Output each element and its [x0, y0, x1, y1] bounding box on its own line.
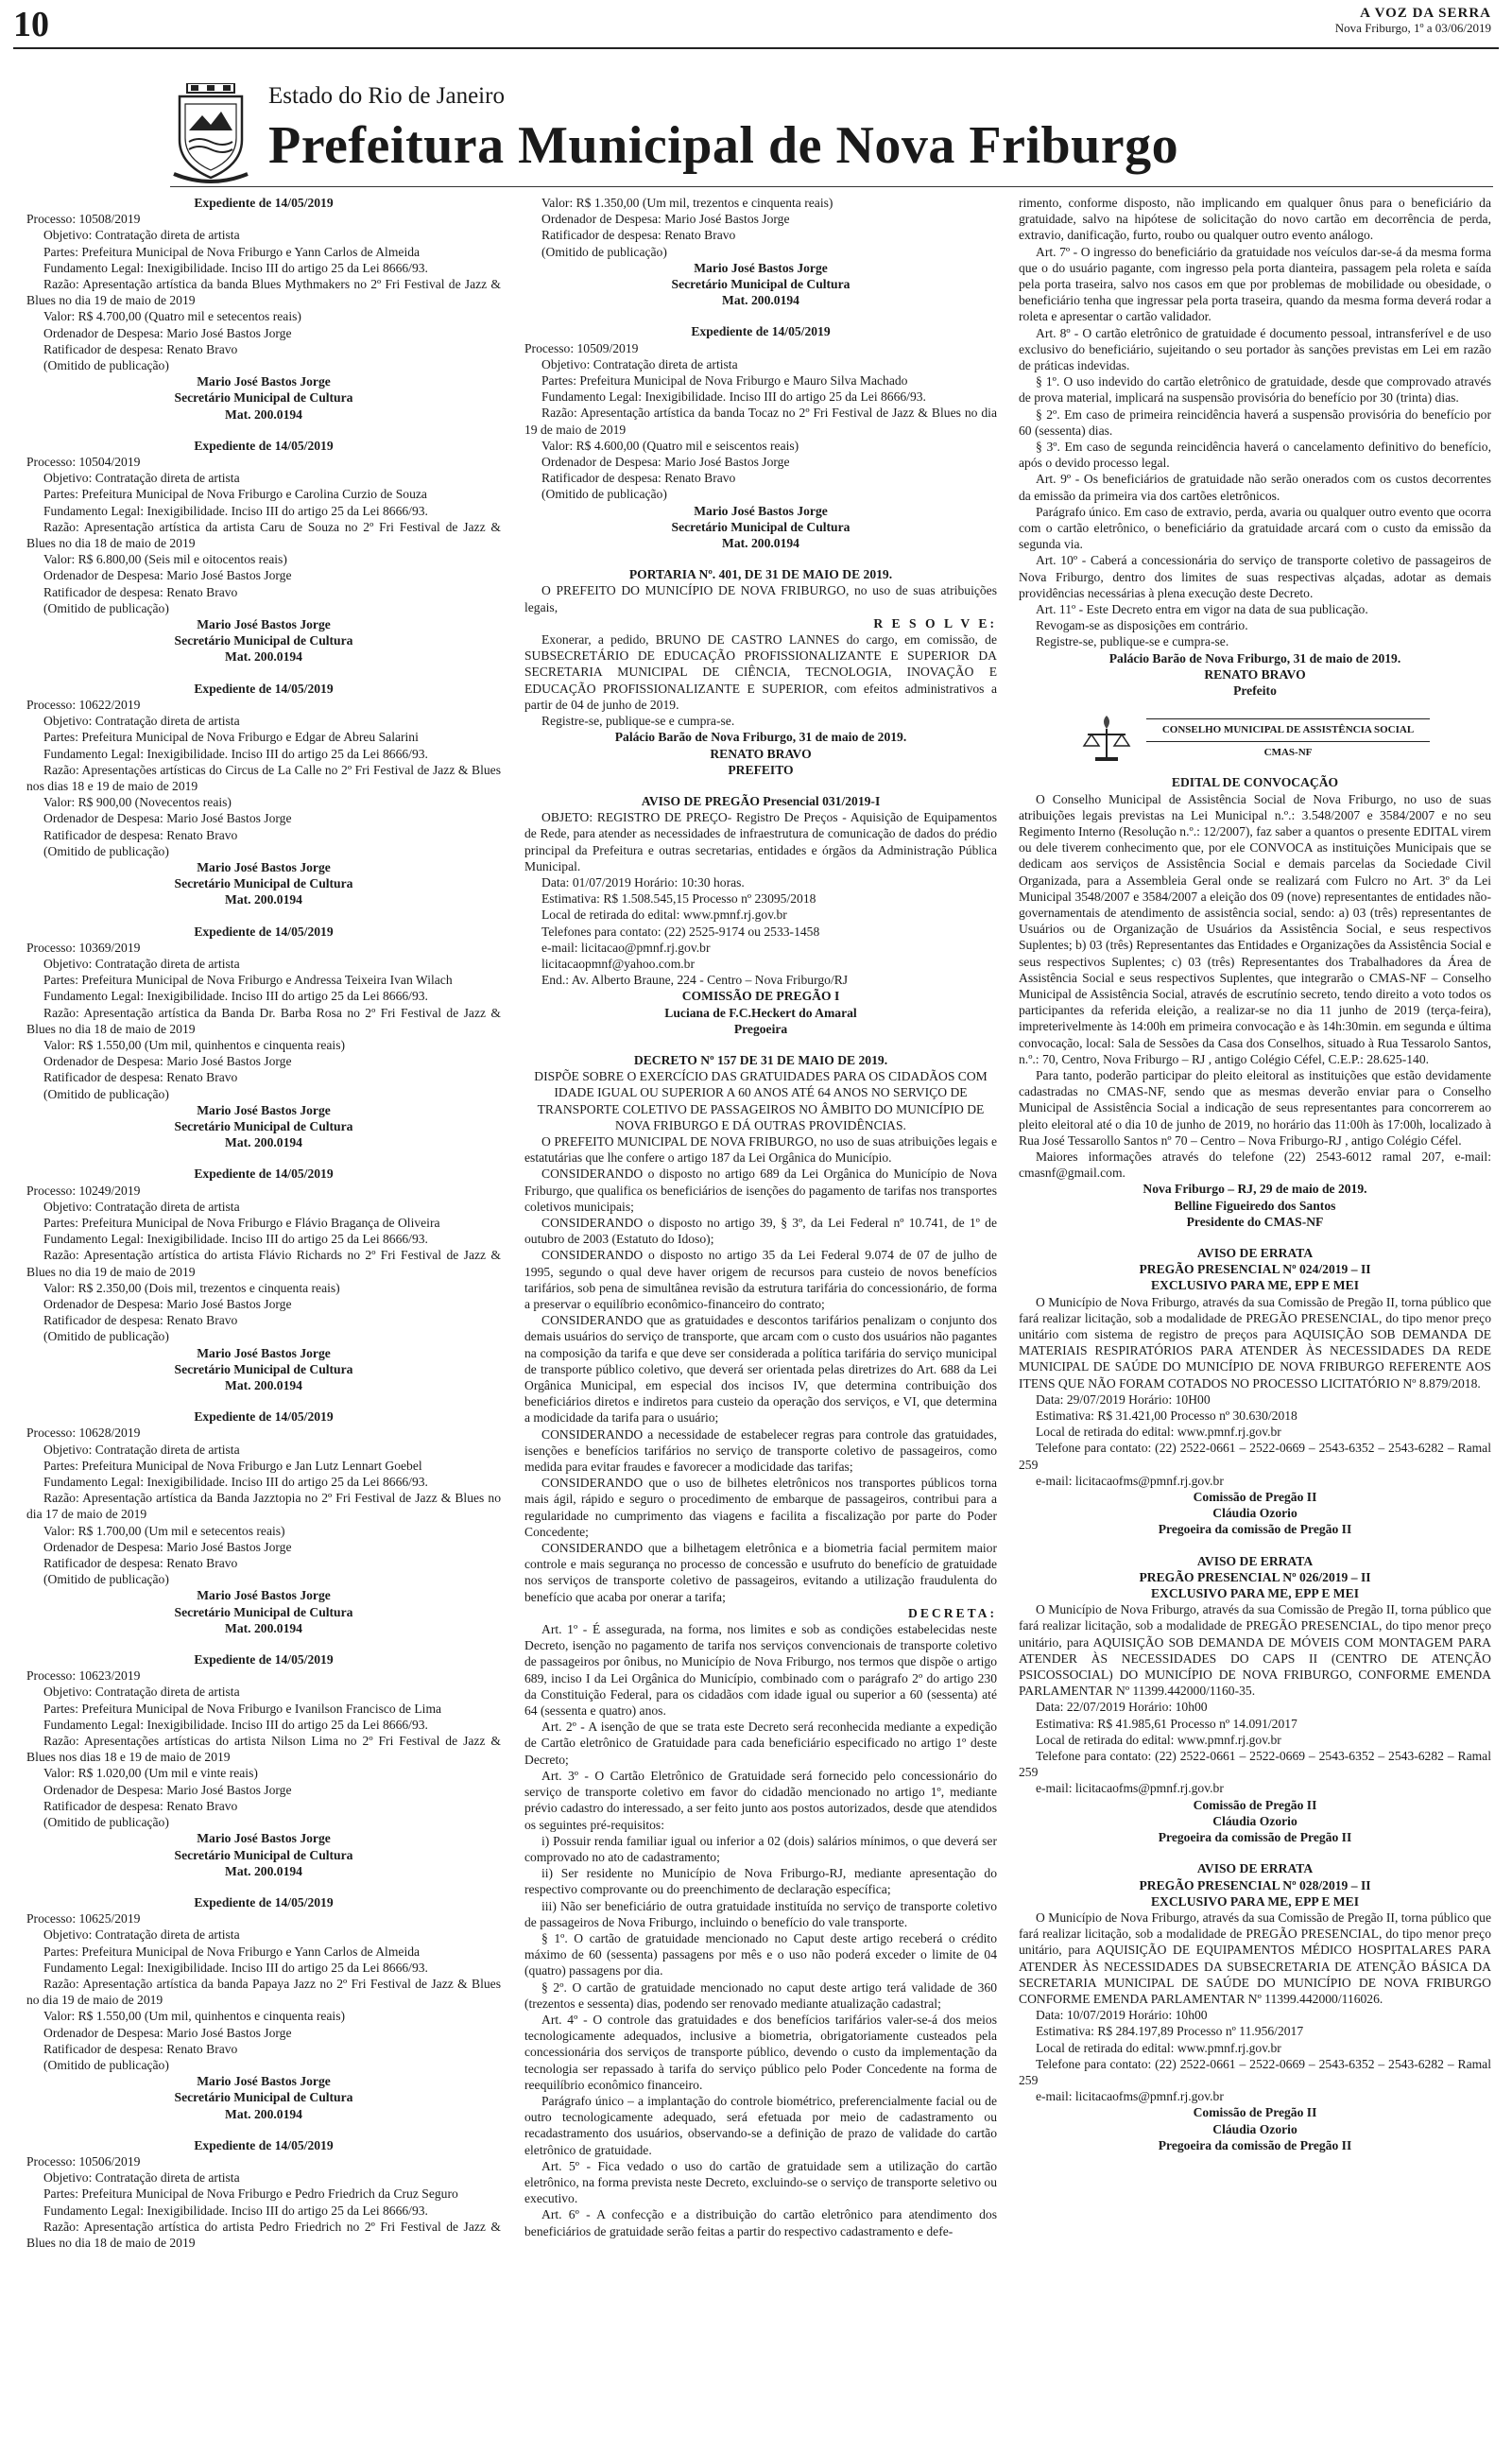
- paragraph: (Omitido de publicação): [43, 1329, 169, 1344]
- heading: Secretário Municipal de Cultura: [671, 519, 850, 534]
- paragraph: Partes: Prefeitura Municipal de Nova Friburgo e Ivanilson Francisco de Lima: [43, 1701, 442, 1716]
- paragraph: Objetivo: Contratação direta de artista: [541, 356, 738, 372]
- paragraph: e-mail: licitacaofms@pmnf.rj.gov.br: [1036, 1781, 1224, 1796]
- paragraph: Revogam-se as disposições em contrário.: [1036, 618, 1248, 633]
- paragraph: Data: 01/07/2019 Horário: 10:30 horas.: [541, 874, 745, 890]
- section-gap: [1019, 1538, 1491, 1553]
- heading: Secretário Municipal de Cultura: [174, 390, 353, 406]
- heading: Mario José Bastos Jorge: [694, 503, 828, 518]
- edition-date: Nova Friburgo, 1º a 03/06/2019: [1334, 21, 1491, 35]
- paragraph: Razão: Apresentação artística do artista Flávio Richards no 2º Fri Festival de Jazz & Blues no dia 19 de maio de 2019: [26, 1248, 501, 1279]
- paragraph: Ratificador de despesa: Renato Bravo: [43, 1798, 238, 1813]
- heading: Secretário Municipal de Cultura: [174, 1847, 353, 1862]
- paragraph: Ratificador de despesa: Renato Bravo: [541, 471, 736, 486]
- heading: PREGÃO PRESENCIAL Nº 024/2019 – II: [1139, 1262, 1371, 1277]
- paragraph: e-mail: licitacaofms@pmnf.rj.gov.br: [1036, 2089, 1224, 2104]
- paragraph: Razão: Apresentações artísticas do artista Nilson Lima no 2º Fri Festival de Jazz & Blues nos dias 18 e 19 de maio de 2019: [26, 1734, 501, 1765]
- paragraph: Art. 3º - O Cartão Eletrônico de Gratuidade será fornecido pelo concessionário do serviço de transporte coletivo em favor do cidadão mencionado no artigo 1º, mediante prévio cadastro do interessado, a ser feito junto aos postos autorizados, desde que atendidos os seguintes pré-requisitos:: [524, 1768, 997, 1832]
- paragraph: Valor: R$ 4.600,00 (Quatro mil e seiscentos reais): [541, 438, 799, 453]
- paragraph: Processo: 10504/2019: [26, 455, 141, 470]
- heading: AVISO DE ERRATA: [1196, 1245, 1314, 1260]
- heading: Belline Figueiredo dos Santos: [1174, 1198, 1336, 1213]
- heading: EXCLUSIVO PARA ME, EPP E MEI: [1150, 1278, 1359, 1293]
- resolve-line: DECRETA:: [908, 1605, 997, 1620]
- paragraph: Ratificador de despesa: Renato Bravo: [541, 228, 736, 243]
- paragraph: Ordenador de Despesa: Mario José Bastos Jorge: [43, 2025, 292, 2040]
- paragraph: Partes: Prefeitura Municipal de Nova Friburgo e Carolina Curzio de Souza: [43, 487, 427, 502]
- paragraph: (Omitido de publicação): [541, 487, 667, 502]
- column-3-notices: [1019, 774, 1491, 2153]
- heading: Secretário Municipal de Cultura: [174, 876, 353, 891]
- heading: Mat. 200.0194: [722, 536, 799, 551]
- paragraph: Valor: R$ 900,00 (Novecentos reais): [43, 795, 232, 810]
- paragraph: CONSIDERANDO a necessidade de estabelecer regras para controle das gratuidades, isenções e benefícios tarifários no serviço de transporte coletivo de passageiros, como medida para evitar fraudes e favorecer a modicidade das tarifas;: [524, 1426, 997, 1475]
- heading: PREGÃO PRESENCIAL Nº 028/2019 – II: [1139, 1877, 1371, 1892]
- paragraph: Razão: Apresentações artísticas do Circus de La Calle no 2º Fri Festival de Jazz & Blues nos dias 18 e 19 de maio de 2019: [26, 762, 501, 793]
- paragraph: Ratificador de despesa: Renato Bravo: [43, 584, 238, 599]
- paragraph: Local de retirada do edital: www.pmnf.rj.gov.br: [1036, 1425, 1281, 1440]
- heading: Expediente de 14/05/2019: [194, 196, 334, 210]
- header-rule: [170, 186, 1493, 187]
- paragraph: (Omitido de publicação): [43, 1086, 169, 1101]
- section-gap: [26, 1150, 501, 1166]
- paragraph: (Omitido de publicação): [541, 244, 667, 259]
- heading: Expediente de 14/05/2019: [194, 438, 334, 453]
- paragraph: Art. 7º - O ingresso do beneficiário da gratuidade nos veículos dar-se-á da mesma forma que o do usuário pagante, com ingresso pela porta dianteira, passagem pela roleta e saída pela porta traseira, salvo nos casos em que por problemas de mobilidade ou obesidade, o beneficiário tenha que ingressar pela porta traseira, quando da mesma forma deverá rodar a roleta e apresentar o cartão validador.: [1019, 244, 1491, 324]
- newspaper-name: A VOZ DA SERRA: [1360, 6, 1491, 21]
- paragraph: Art. 10º - Caberá a concessionária do serviço de transporte coletivo de passageiros de Nova Friburgo, dentro dos limites de suas respectivas alçadas, adotar as demais providências necessárias à plena execução deste Decreto.: [1019, 553, 1491, 600]
- heading: AVISO DE PREGÃO Presencial 031/2019-I: [641, 793, 881, 808]
- paragraph: Art. 5º - Fica vedado o uso do cartão de gratuidade sem a utilização do cartão eletrônico, na forma prevista neste Decreto, excluindo-se o serviço de transporte seletivo ou executivo.: [524, 2158, 997, 2206]
- paragraph: (Omitido de publicação): [43, 1815, 169, 1830]
- paragraph: Art. 6º - A confecção e a distribuição do cartão eletrônico para atendimento dos beneficiários de gratuidade serão feitas a partir do respectivo cadastramento e defe-: [524, 2207, 997, 2238]
- paragraph: Razão: Apresentação artística da Banda Jazztopia no 2º Fri Festival de Jazz & Blues no dia 17 de maio de 2019: [26, 1491, 501, 1522]
- heading: RENATO BRAVO: [710, 746, 812, 761]
- heading: RENATO BRAVO: [1204, 666, 1306, 682]
- paragraph: Ordenador de Despesa: Mario José Bastos Jorge: [43, 1054, 292, 1069]
- paragraph: O Município de Nova Friburgo, através da sua Comissão de Pregão II, torna público que fará realizar licitação, sob a modalidade de PREGÃO PRESENCIAL, do tipo menor preço unitário com sistema de registro de preços para AQUISIÇÃO SOB DEMANDA DE MATERIAIS RESPIRATÓRIOS PARA ATENDER ÀS NECESSIDADES DA REDE MUNICIPAL DE SAÚDE DO MUNICÍPIO DE NOVA FRIBURGO REFERENTE AOS ITENS QUE NÃO FORAM COTADOS NO PROCESSO LICITATÓRIO Nº 8.879/2018.: [1019, 1294, 1491, 1391]
- paragraph: (Omitido de publicação): [43, 1572, 169, 1587]
- paragraph: Razão: Apresentação artística da banda Blues Mythmakers no 2º Fri Festival de Jazz & Blues no dia 19 de maio de 2019: [26, 277, 501, 308]
- paragraph: Telefones para contato: (22) 2525-9174 ou 2533-1458: [541, 924, 820, 939]
- heading: Mario José Bastos Jorge: [197, 859, 331, 874]
- heading: PORTARIA Nº. 401, DE 31 DE MAIO DE 2019.: [628, 567, 893, 582]
- paragraph: Data: 22/07/2019 Horário: 10h00: [1036, 1700, 1208, 1715]
- paragraph: Fundamento Legal: Inexigibilidade. Inciso III do artigo 25 da Lei 8666/93.: [43, 260, 428, 275]
- heading: Mat. 200.0194: [225, 1378, 302, 1393]
- paragraph: CONSIDERANDO que as gratuidades e descontos tarifários penalizam o conjunto dos demais usuários do serviço de transporte, que arcam com o custo dos usuários não pagantes na composição da tarifa e que deve ser considerada a política tarifária do serviço municipal de transporte público coletivo, que deverá ser orientada pelas diretrizes do Art. 688 da Lei Orgânica Municipal, em especial dos incisos IV, que determina contribuição dos beneficiários diretos e indiretos para custeio da operação dos serviços, e VI, que determina a modicidade da tarifa para o usuário;: [524, 1313, 997, 1426]
- paragraph: CONSIDERANDO que a bilhetagem eletrônica e a biometria facial permitem maior controle e mais segurança no processo de concessão e usufruto do benefício de gratuidade nos serviços de transporte coletivo de passageiros, evitando a utilização fraudulenta do benefício que acaba por onerar a tarifa;: [524, 1541, 997, 1604]
- paragraph: CONSIDERANDO o disposto no artigo 689 da Lei Orgânica do Município de Nova Friburgo, que qualifica os beneficiários de isenções do pagamento de tarifas nos transportes coletivos municipais;: [524, 1167, 997, 1214]
- paragraph: Ordenador de Despesa: Mario José Bastos Jorge: [43, 1297, 292, 1311]
- paragraph: Razão: Apresentação artística da banda Papaya Jazz no 2º Fri Festival de Jazz & Blues no dia 19 de maio de 2019: [26, 1976, 501, 2008]
- heading: Mat. 200.0194: [225, 649, 302, 665]
- paragraph: Ratificador de despesa: Renato Bravo: [43, 1556, 238, 1571]
- paragraph: Processo: 10369/2019: [26, 940, 141, 955]
- paragraph: Ratificador de despesa: Renato Bravo: [43, 827, 238, 842]
- section-gap: [1019, 1845, 1491, 1860]
- paragraph: Telefone para contato: (22) 2522-0661 – 2522-0669 – 2543-6352 – 2543-6282 – Ramal 259: [1019, 2056, 1491, 2087]
- heading: Secretário Municipal de Cultura: [174, 1361, 353, 1376]
- paragraph: Objetivo: Contratação direta de artista: [43, 956, 240, 971]
- column-3: [1019, 195, 1491, 2153]
- paragraph: Exonerar, a pedido, BRUNO DE CASTRO LANNES do cargo, em comissão, de SUBSECRETÁRIO DE EDUCAÇÃO PROFISSIONALIZANTE E SUPERIOR DA SECRETARIA MUNICIPAL DE CIÊNCIA, TECNOLOGIA, INOVAÇÃO E EDUCAÇÃO PROFISSIONALIZANTE E SUPERIOR, com efeitos administrativos a partir de 04 de junho de 2019.: [524, 632, 997, 712]
- paragraph: Art. 9º - Os beneficiários de gratuidade não serão onerados com os custos decorrentes da emissão da primeira via dos cartões eletrônicos.: [1019, 472, 1491, 503]
- paragraph: i) Possuir renda familiar igual ou inferior a 02 (dois) salários mínimos, o que deverá ser comprovado no ato de cadastramento;: [524, 1833, 997, 1864]
- section-gap: [26, 908, 501, 924]
- paragraph: Fundamento Legal: Inexigibilidade. Inciso III do artigo 25 da Lei 8666/93.: [43, 2203, 428, 2218]
- section-gap: [26, 2122, 501, 2137]
- paragraph: iii) Não ser beneficiário de outra gratuidade instituída no serviço de transporte coletivo de passageiros de Nova Friburgo, incluindo o benefício do vale transporte.: [524, 1898, 997, 1929]
- heading: Prefeito: [1233, 683, 1277, 699]
- paragraph: Razão: Apresentação artística da Banda Dr. Barba Rosa no 2º Fri Festival de Jazz & Blues no dia 18 de maio de 2019: [26, 1005, 501, 1036]
- heading: Secretário Municipal de Cultura: [174, 1118, 353, 1133]
- paragraph: Estimativa: R$ 284.197,89 Processo nº 11.956/2017: [1036, 2024, 1304, 2039]
- section-gap: [524, 308, 997, 323]
- paragraph: e-mail: licitacaofms@pmnf.rj.gov.br: [1036, 1473, 1224, 1488]
- paragraph: Ordenador de Despesa: Mario José Bastos Jorge: [541, 455, 790, 470]
- paragraph: Fundamento Legal: Inexigibilidade. Inciso III do artigo 25 da Lei 8666/93.: [43, 1475, 428, 1490]
- state-name: Estado do Rio de Janeiro: [268, 83, 505, 109]
- paragraph: Art. 4º - O controle das gratuidades e dos benefícios tarifários valer-se-á dos meios tecnologicamente adequados, inclusive a biometria, obrigatoriamente custeados pela concessionária dos serviços de transporte público, devendo o custo da implementação da tecnologia ser repassado à tarifa do serviço público pelo Poder Concedente na forma de reequilíbrio econômico financeiro.: [524, 2012, 997, 2092]
- paragraph: § 3º. Em caso de segunda reincidência haverá o cancelamento definitivo do benefício, após o devido processo legal.: [1019, 440, 1491, 471]
- heading: Mario José Bastos Jorge: [197, 1102, 331, 1117]
- heading: Pregoeira da comissão de Pregão II: [1158, 1522, 1352, 1537]
- paragraph: Data: 29/07/2019 Horário: 10H00: [1036, 1391, 1211, 1407]
- heading: Luciana de F.C.Heckert do Amaral: [664, 1005, 857, 1020]
- paragraph: Registre-se, publique-se e cumpra-se.: [541, 714, 735, 729]
- paragraph: Parágrafo único – a implantação do controle biométrico, preferencialmente facial ou de outro tecnologicamente adequado, será efetuada por meio de cadastramento ou recadastramento dos usuários, observando-se a definição de prazo de validade do cartão eletrônico de gratuidade.: [524, 2093, 997, 2157]
- paragraph: Objetivo: Contratação direta de artista: [43, 228, 240, 243]
- paragraph: Processo: 10623/2019: [26, 1668, 141, 1684]
- paragraph: Art. 8º - O cartão eletrônico de gratuidade é documento pessoal, intransferível e de uso exclusivo do beneficiário, sujeitando o seu portador às sanções previstas em Lei em razão de práticas indevidas.: [1019, 325, 1491, 373]
- paragraph: CONSIDERANDO o disposto no artigo 39, § 3º, da Lei Federal nº 10.741, de 1º de outubro de 2003 (Estatuto do Idoso);: [524, 1215, 997, 1247]
- cmas-title-block: [1146, 716, 1430, 761]
- heading: Pregoeira da comissão de Pregão II: [1158, 2137, 1352, 2152]
- paragraph: Ordenador de Despesa: Mario José Bastos Jorge: [43, 1539, 292, 1554]
- heading: Mat. 200.0194: [225, 406, 302, 422]
- paragraph: Processo: 10622/2019: [26, 697, 141, 712]
- paragraph: Telefone para contato: (22) 2522-0661 – 2522-0669 – 2543-6352 – 2543-6282 – Ramal 259: [1019, 1441, 1491, 1472]
- paragraph: O Município de Nova Friburgo, através da sua Comissão de Pregão II, torna público que fará realizar licitação, sob a modalidade de PREGÃO PRESENCIAL, do tipo menor preço unitário, para AQUISIÇÃO SOB DEMANDA DE MÓVEIS COM MONTAGEM PARA ATENDER ÀS NECESSIDADES DO CAPS II (CENTRO DE ATENÇÃO PSICOSSOCIAL) DO MUNICÍPIO DE NOVA FRIBURGO, CONFORME EMENDA PARLAMENTAR Nº 11399.442000/1160-35.: [1019, 1602, 1491, 1699]
- paragraph: Valor: R$ 1.700,00 (Um mil e setecentos reais): [43, 1523, 285, 1538]
- paragraph: Razão: Apresentação artística do artista Pedro Friedrich no 2º Fri Festival de Jazz & Blues no dia 18 de maio de 2019: [26, 2219, 501, 2250]
- column-1: [26, 195, 501, 2251]
- paragraph: Valor: R$ 1.350,00 (Um mil, trezentos e cinquenta reais): [541, 196, 833, 210]
- heading: PREGÃO PRESENCIAL Nº 026/2019 – II: [1139, 1569, 1371, 1584]
- paragraph: Ordenador de Despesa: Mario José Bastos Jorge: [541, 212, 790, 227]
- cmas-logo-icon: [1080, 712, 1133, 765]
- paragraph: Estimativa: R$ 1.508.545,15 Processo nº 23095/2018: [541, 891, 816, 907]
- paragraph: Objetivo: Contratação direta de artista: [43, 1199, 240, 1214]
- paragraph: (Omitido de publicação): [43, 843, 169, 858]
- paragraph: Maiores informações através do telefone (22) 2543-6012 ramal 207, e-mail: cmasnf@gmail.com.: [1019, 1149, 1491, 1181]
- section-gap: [26, 1393, 501, 1408]
- heading: AVISO DE ERRATA: [1196, 1861, 1314, 1876]
- heading: Cláudia Ozorio: [1212, 2121, 1297, 2136]
- heading: Mario José Bastos Jorge: [197, 1588, 331, 1603]
- section-gap: [524, 551, 997, 566]
- heading: Expediente de 14/05/2019: [194, 2137, 334, 2152]
- paragraph: Objetivo: Contratação direta de artista: [43, 714, 240, 729]
- paragraph: § 1º. O uso indevido do cartão eletrônico de gratuidade, desde que comprovado através de prova material, implicará na suspensão provisória do benefício por 30 (trinta) dias.: [1019, 374, 1491, 406]
- page-title: Prefeitura Municipal de Nova Friburgo: [268, 116, 1179, 175]
- heading: Expediente de 14/05/2019: [194, 1409, 334, 1425]
- paragraph: Razão: Apresentação artística da artista Caru de Souza no 2º Fri Festival de Jazz & Blues no dia 18 de maio de 2019: [26, 519, 501, 551]
- paragraph: End.: Av. Alberto Braune, 224 - Centro – Nova Friburgo/RJ: [541, 973, 849, 988]
- heading: Cláudia Ozorio: [1212, 1813, 1297, 1828]
- paragraph: Local de retirada do edital: www.pmnf.rj.gov.br: [1036, 2040, 1281, 2055]
- resolve-line: R E S O L V E:: [873, 615, 997, 631]
- column-3-decree-end: [1019, 195, 1491, 699]
- paragraph: Objetivo: Contratação direta de artista: [43, 2170, 240, 2186]
- paragraph: Estimativa: R$ 31.421,00 Processo nº 30.630/2018: [1036, 1408, 1297, 1424]
- paragraph: Valor: R$ 1.550,00 (Um mil, quinhentos e cinquenta reais): [43, 2009, 346, 2024]
- heading: Mat. 200.0194: [225, 1135, 302, 1150]
- paragraph: Objetivo: Contratação direta de artista: [43, 1442, 240, 1457]
- masthead: [1335, 6, 1491, 36]
- section-gap: [26, 1879, 501, 1894]
- paragraph: (Omitido de publicação): [43, 2057, 169, 2072]
- heading: Palácio Barão de Nova Friburgo, 31 de maio de 2019.: [614, 730, 907, 745]
- heading: Palácio Barão de Nova Friburgo, 31 de maio de 2019.: [1108, 650, 1401, 665]
- cmas-abbr: CMAS-NF: [1263, 747, 1313, 759]
- paragraph: Art. 1º - É assegurada, na forma, nos limites e sob as condições estabelecidas neste Decreto, isenção no pagamento de tarifa nos serviços convencionais de transporte coletivo de passageiros por ônibus, no Município de Nova Friburgo, nos termos que dispõe o artigo 689, inciso I da Lei Orgânica do Município, combinado com o parágrafo 2º do artigo 230 da Constituição Federal, para os cidadãos com idade igual ou superior a 60 (sessenta) até 64 (sessenta e quatro) anos.: [524, 1622, 997, 1719]
- paragraph: Partes: Prefeitura Municipal de Nova Friburgo e Edgar de Abreu Salarini: [43, 730, 419, 745]
- paragraph: Partes: Prefeitura Municipal de Nova Friburgo e Jan Lutz Lennart Goebel: [43, 1458, 422, 1473]
- paragraph: (Omitido de publicação): [43, 600, 169, 615]
- paragraph: O Conselho Municipal de Assistência Social de Nova Friburgo, no uso de suas atribuições legais previstas na Lei Municipal n.º.: 3.548/2007 e 3584/2007 e no seu Regimento Interno (Resolução n.º.: 12/2007), faz saber a quantos o presente EDITAL virem ou dele tiverem conhecimento que, por ele CONVOCA as instituições Municipais que se dedicam aos serviços de Assistência Social e demais parcelas da Sociedade Civil Organizada, para a Assembleia Geral onde se realizará com Fulcro no Art. 3º da Lei Municipal 3548/2007 e 3584/2007 a eleição dos 09 (nove) representantes de entidades não-governamentais de atendimento de assistência social, sendo: a) 03 (três) representantes de Usuários ou de Organização de Usuários da Assistência Social, e seus respectivos Suplentes; b) 03 (três) Representantes das Entidades e Organizações da Assistência Social e seus respectivos Suplentes; c) 03 (três) Representantes dos Trabalhadores da Área de Assistência Social e seus respectivos Suplentes, que integrarão o CMAS-NF – Conselho Municipal de Assistência Social, através de escrutínio secreto, tendo direito a voto todos os participantes da referida eleição, a realizar-se no dia 11 junho de 2019 (terça-feira), impreterivelmente às 14:00h em primeira convocação e às 14h:30min. em segunda e última convocação, local: Sala de Sessões da Casa dos Conselhos, situado à Rua Tessarolo Santos, n.º.: 70, Centro, Nova Friburgo – RJ , antigo Colégio Céfel, C.E.P.: 28.625-140.: [1019, 791, 1491, 1066]
- heading: Mario José Bastos Jorge: [694, 260, 828, 275]
- paragraph: Ratificador de despesa: Renato Bravo: [43, 2041, 238, 2056]
- section-gap: [26, 1636, 501, 1651]
- heading: Secretário Municipal de Cultura: [174, 633, 353, 648]
- paragraph: Ordenador de Despesa: Mario José Bastos Jorge: [43, 811, 292, 826]
- heading: Pregoeira da comissão de Pregão II: [1158, 1830, 1352, 1845]
- heading: Pregoeira: [733, 1021, 788, 1036]
- paragraph: Objetivo: Contratação direta de artista: [43, 471, 240, 486]
- paragraph: Fundamento Legal: Inexigibilidade. Inciso III do artigo 25 da Lei 8666/93.: [43, 989, 428, 1004]
- heading: Presidente do CMAS-NF: [1186, 1214, 1324, 1229]
- heading: EDITAL DE CONVOCAÇÃO: [1171, 775, 1339, 790]
- heading: EXCLUSIVO PARA ME, EPP E MEI: [1150, 1586, 1359, 1601]
- heading: Expediente de 14/05/2019: [194, 1894, 334, 1910]
- heading: Expediente de 14/05/2019: [194, 1652, 334, 1668]
- section-gap: [26, 423, 501, 438]
- heading: EXCLUSIVO PARA ME, EPP E MEI: [1150, 1893, 1359, 1909]
- paragraph: Art. 11º - Este Decreto entra em vigor na data de sua publicação.: [1036, 602, 1368, 617]
- paragraph: Parágrafo único. Em caso de extravio, perda, avaria ou qualquer outro evento que ocorra com o cartão eletrônico, o beneficiário da gratuidade arcará com o custo da emissão da segunda via.: [1019, 504, 1491, 552]
- paragraph: Data: 10/07/2019 Horário: 10h00: [1036, 2008, 1208, 2023]
- heading: Mat. 200.0194: [225, 1620, 302, 1635]
- cmas-header: [1019, 712, 1491, 765]
- paragraph: Processo: 10628/2019: [26, 1426, 141, 1441]
- heading: COMISSÃO DE PREGÃO I: [681, 989, 840, 1004]
- paragraph: rimento, conforme disposto, não implicando em qualquer ônus para o beneficiário da gratuidade, salvo na hipótese de solicitação do novo cartão em decorrência de perda, extravio, danificação, furto, roubo ou qualquer outro evento análogo.: [1019, 196, 1491, 243]
- paragraph: Valor: R$ 2.350,00 (Dois mil, trezentos e cinquenta reais): [43, 1280, 340, 1295]
- heading: Expediente de 14/05/2019: [691, 324, 831, 339]
- heading: Expediente de 14/05/2019: [194, 681, 334, 696]
- heading: Comissão de Pregão II: [1193, 2105, 1317, 2120]
- paragraph: Partes: Prefeitura Municipal de Nova Friburgo e Pedro Friedrich da Cruz Seguro: [43, 2186, 458, 2202]
- paragraph: Fundamento Legal: Inexigibilidade. Inciso III do artigo 25 da Lei 8666/93.: [43, 746, 428, 761]
- page-number: 10: [13, 5, 49, 44]
- paragraph: Para tanto, poderão participar do pleito eleitoral as instituições que estão devidamente cadastradas no CMAS-NF, sendo que as mesmas deverão enviar para o Conselho Municipal de Assistência Social a indicação de seus representantes para concorrerem ao pleito eleitoral até o dia 10 de junho de 2019, no horário das 11:00h às 17:00h, localizado à Rua José Tessarollo Santos nº 70 – Centro – Nova Friburgo-RJ , antigo Colégio Céfel.: [1019, 1067, 1491, 1148]
- paragraph: Valor: R$ 4.700,00 (Quatro mil e setecentos reais): [43, 309, 301, 324]
- city-crest-icon: [170, 83, 251, 187]
- cmas-name: CONSELHO MUNICIPAL DE ASSISTÊNCIA SOCIAL: [1161, 724, 1415, 736]
- paragraph: Objetivo: Contratação direta de artista: [43, 1927, 240, 1943]
- heading: Expediente de 14/05/2019: [194, 924, 334, 939]
- heading: Mario José Bastos Jorge: [197, 2074, 331, 2089]
- paragraph: § 2º. Em caso de primeira reincidência haverá a suspensão provisória do benefício por 60 (sessenta) dias.: [1019, 406, 1491, 438]
- paragraph: Partes: Prefeitura Municipal de Nova Friburgo e Yann Carlos de Almeida: [43, 244, 421, 259]
- paragraph: e-mail: licitacao@pmnf.rj.gov.br: [541, 940, 711, 955]
- paragraph: Art. 2º - A isenção de que se trata este Decreto será reconhecida mediante a expedição de Cartão eletrônico de Gratuidade para cada beneficiário especificado no artigo 1º deste Decreto;: [524, 1720, 997, 1767]
- paragraph: Local de retirada do edital: www.pmnf.rj.gov.br: [1036, 1732, 1281, 1747]
- paragraph: Fundamento Legal: Inexigibilidade. Inciso III do artigo 25 da Lei 8666/93.: [541, 389, 926, 405]
- paragraph: (Omitido de publicação): [43, 358, 169, 373]
- section-gap: [26, 665, 501, 681]
- column-2: [524, 195, 997, 2239]
- paragraph: OBJETO: REGISTRO DE PREÇO- Registro De Preços - Aquisição de Equipamentos de Rede, para atender as necessidades de infraestrutura de comunicação de dados do prédio principal da Prefeitura e outras secretarias, entidades e órgãos da Administração Pública Municipal.: [524, 810, 997, 873]
- heading: Secretário Municipal de Cultura: [671, 277, 850, 292]
- paragraph: Local de retirada do edital: www.pmnf.rj.gov.br: [541, 907, 787, 923]
- heading: Secretário Municipal de Cultura: [174, 2090, 353, 2105]
- paragraph: Ordenador de Despesa: Mario José Bastos Jorge: [43, 1782, 292, 1797]
- paragraph: O PREFEITO DO MUNICÍPIO DE NOVA FRIBURGO, no uso de suas atribuições legais,: [524, 583, 997, 614]
- heading: Expediente de 14/05/2019: [194, 1167, 334, 1182]
- paragraph: Partes: Prefeitura Municipal de Nova Friburgo e Yann Carlos de Almeida: [43, 1944, 421, 1959]
- heading: Mat. 200.0194: [225, 1863, 302, 1878]
- paragraph: Ratificador de despesa: Renato Bravo: [43, 341, 238, 356]
- paragraph: Partes: Prefeitura Municipal de Nova Friburgo e Flávio Bragança de Oliveira: [43, 1215, 440, 1230]
- heading: PREFEITO: [728, 762, 794, 777]
- paragraph: Fundamento Legal: Inexigibilidade. Inciso III do artigo 25 da Lei 8666/93.: [43, 1717, 428, 1732]
- paragraph: Processo: 10625/2019: [26, 1911, 141, 1927]
- heading: Mario José Bastos Jorge: [197, 1831, 331, 1846]
- paragraph: § 2º. O cartão de gratuidade mencionado no caput deste artigo terá validade de 360 (trezentos e sessenta) dias, podendo ser renovado mediante atualização cadastral;: [524, 1979, 997, 2011]
- paragraph: ii) Ser residente no Município de Nova Friburgo-RJ, mediante apresentação do respectivo comprovante ou do preenchimento de declaração específica;: [524, 1866, 997, 1897]
- paragraph: Ratificador de despesa: Renato Bravo: [43, 1070, 238, 1085]
- heading: Cláudia Ozorio: [1212, 1506, 1297, 1521]
- paragraph: § 1º. O cartão de gratuidade mencionado no Caput deste artigo receberá o crédito máximo de 60 (sessenta) passagens por mês e o uso não poderá exceder o limite de 04 (quatro) passagens por dia.: [524, 1930, 997, 1979]
- paragraph: Ordenador de Despesa: Mario José Bastos Jorge: [43, 568, 292, 583]
- paragraph: Fundamento Legal: Inexigibilidade. Inciso III do artigo 25 da Lei 8666/93.: [43, 1232, 428, 1247]
- paragraph: Processo: 10508/2019: [26, 212, 141, 227]
- heading: Comissão de Pregão II: [1193, 1797, 1317, 1812]
- heading: Mat. 200.0194: [722, 293, 799, 308]
- paragraph: Telefone para contato: (22) 2522-0661 – 2522-0669 – 2543-6352 – 2543-6282 – Ramal 259: [1019, 1749, 1491, 1780]
- section-gap: [524, 778, 997, 793]
- paragraph: Processo: 10249/2019: [26, 1183, 141, 1198]
- paragraph: CONSIDERANDO que o uso de bilhetes eletrônicos nos transportes públicos torna mais ágil, rápido e seguro o procedimento de embarque de passageiros, contribui para a regularidade no cumprimento das viagens e facilita a fiscalização por parte do Poder Concedente;: [524, 1476, 997, 1539]
- heading: Secretário Municipal de Cultura: [174, 1604, 353, 1619]
- paragraph: Registre-se, publique-se e cumpra-se.: [1036, 634, 1229, 649]
- top-rule: [13, 47, 1499, 49]
- paragraph: Objetivo: Contratação direta de artista: [43, 1685, 240, 1700]
- paragraph: Valor: R$ 6.800,00 (Seis mil e oitocentos reais): [43, 552, 287, 567]
- heading: Mario José Bastos Jorge: [197, 617, 331, 632]
- heading: Mat. 200.0194: [225, 892, 302, 907]
- paragraph: Fundamento Legal: Inexigibilidade. Inciso III do artigo 25 da Lei 8666/93.: [43, 1960, 428, 1975]
- section-gap: [1019, 1230, 1491, 1245]
- heading: Mat. 200.0194: [225, 2106, 302, 2121]
- section-gap: [524, 1037, 997, 1052]
- paragraph: Estimativa: R$ 41.985,61 Processo nº 14.091/2017: [1036, 1716, 1297, 1731]
- heading: Mario José Bastos Jorge: [197, 1345, 331, 1360]
- paragraph: CONSIDERANDO o disposto no artigo 35 da Lei Federal 9.074 de 07 de julho de 1995, segundo o qual deve haver origem de recursos para custeio de novos benefícios tarifários, sob pena de simultânea revisão da estrutura tarifária do concessionário, de forma a preservar o equilíbrio econômico-financeiro do contrato;: [524, 1248, 997, 1311]
- heading: Mario José Bastos Jorge: [197, 374, 331, 389]
- paragraph: Processo: 10506/2019: [26, 2153, 141, 2169]
- heading: Nova Friburgo – RJ, 29 de maio de 2019.: [1143, 1182, 1367, 1197]
- paragraph: O PREFEITO MUNICIPAL DE NOVA FRIBURGO, no uso de suas atribuições legais e estatutárias que lhe confere o artigo 187 da Lei Orgânica do Município.: [524, 1133, 997, 1166]
- paragraph: Valor: R$ 1.020,00 (Um mil e vinte reais): [43, 1766, 258, 1781]
- heading: Comissão de Pregão II: [1193, 1490, 1317, 1505]
- paragraph: Processo: 10509/2019: [524, 340, 639, 355]
- paragraph: Ordenador de Despesa: Mario José Bastos Jorge: [43, 325, 292, 340]
- paragraph: Partes: Prefeitura Municipal de Nova Friburgo e Mauro Silva Machado: [541, 373, 908, 389]
- paragraph: licitacaopmnf@yahoo.com.br: [541, 956, 695, 971]
- heading: AVISO DE ERRATA: [1196, 1553, 1314, 1568]
- paragraph: Partes: Prefeitura Municipal de Nova Friburgo e Andressa Teixeira Ivan Wilach: [43, 973, 453, 988]
- paragraph: Valor: R$ 1.550,00 (Um mil, quinhentos e cinquenta reais): [43, 1037, 346, 1052]
- heading: DECRETO Nº 157 DE 31 DE MAIO DE 2019.: [633, 1052, 888, 1067]
- paragraph: O Município de Nova Friburgo, através da sua Comissão de Pregão II, torna público que fará realizar licitação, sob a modalidade de PREGÃO PRESENCIAL, do tipo menor preço unitário, para AQUISIÇÃO DE EQUIPAMENTOS MÉDICO HOSPITALARES PARA ATENDER ÀS NECESSIDADES DA SUBSECRETARIA DE ATENÇÃO BÁSICA DA SECRETARIA MUNICIPAL DE SAÚDE DO MUNICÍPIO DE NOVA FRIBURGO CONFORME EMENDA PARLAMENTAR Nº 11399.442000/116026.: [1019, 1910, 1491, 2006]
- paragraph: Fundamento Legal: Inexigibilidade. Inciso III do artigo 25 da Lei 8666/93.: [43, 503, 428, 518]
- paragraph: Razão: Apresentação artística da banda Tocaz no 2º Fri Festival de Jazz & Blues no dia 19 de maio de 2019: [524, 406, 997, 437]
- paragraph: Ratificador de despesa: Renato Bravo: [43, 1313, 238, 1328]
- heading-centered: DISPÕE SOBRE O EXERCÍCIO DAS GRATUIDADES PARA OS CIDADÃOS COM IDADE IGUAL OU SUPERIOR A 60 ANOS ATÉ 64 ANOS NO SERVIÇO DE TRANSPORTE COLETIVO DE PASSAGEIROS NO ÂMBITO DO MUNICÍPIO DE NOVA FRIBURGO E DÁ OUTRAS PROVIDÊNCIAS.: [534, 1069, 988, 1132]
